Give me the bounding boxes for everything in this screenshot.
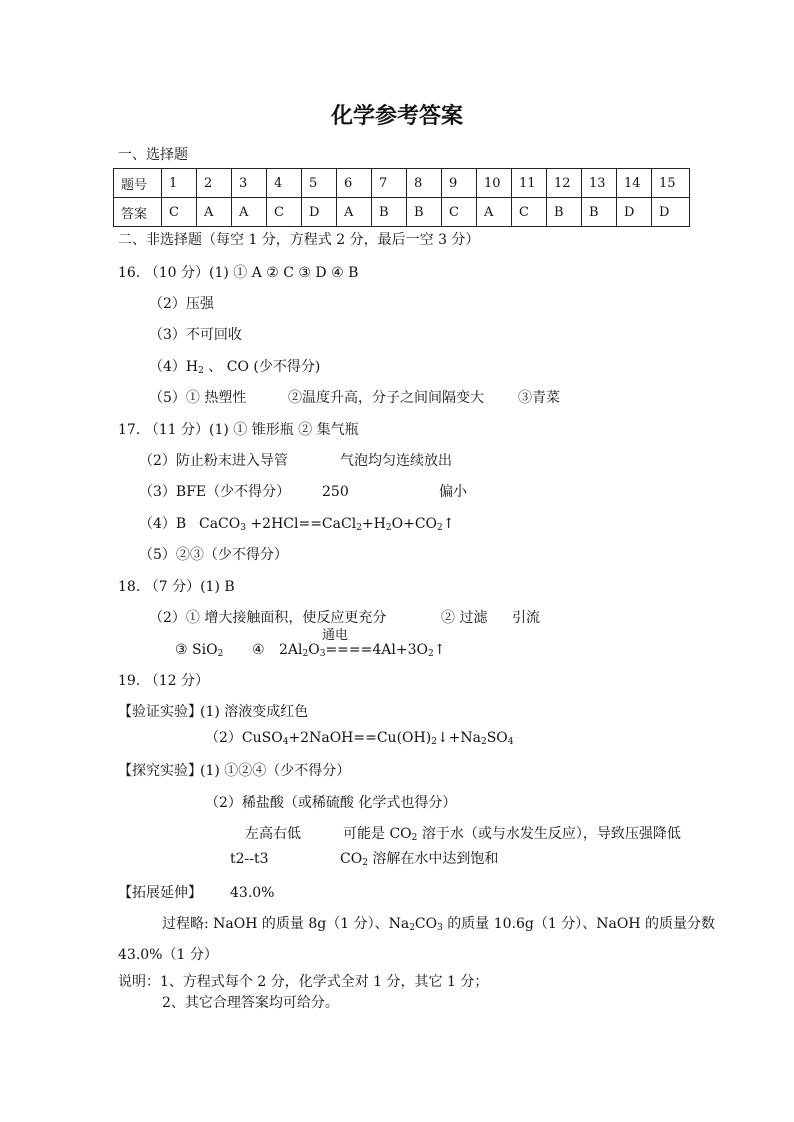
subscript: 2: [411, 833, 418, 843]
extension-label: 【拓展延伸】: [118, 885, 202, 901]
equation-text: ====4Al+3O: [325, 642, 428, 658]
subscript: 4: [282, 737, 289, 747]
section-nonchoice-heading: 二、非选择题（每空 1 分，方程式 2 分，最后一空 3 分）: [118, 232, 480, 248]
answer-cell: A: [197, 198, 232, 227]
explore-part1: (1) ①②④（少不得分）: [200, 763, 351, 779]
subscript: 4: [507, 737, 514, 747]
process-line-2: 43.0%（1 分）: [118, 947, 218, 963]
question-number-cell: 1: [162, 169, 197, 198]
question-number-cell: 13: [582, 169, 617, 198]
q17-heading: 17. （11 分）(1) ① 锥形瓶 ② 集气瓶: [118, 422, 359, 438]
equation-text: SO: [486, 730, 508, 746]
q17-part2a: （2）防止粉末进入导管: [139, 453, 288, 469]
q16-part4: [149, 358, 320, 376]
q16-part5a: （5）① 热塑性: [149, 390, 247, 406]
verify-part2: [205, 729, 514, 747]
question-number-cell: 3: [232, 169, 267, 198]
q18-part2b: ② 过滤: [441, 610, 488, 626]
answer-cell: A: [477, 198, 512, 227]
q19-heading: 19. （12 分）: [118, 673, 209, 689]
explore-text: 溶解在水中达到饱和: [367, 851, 499, 867]
q17-part4a: （4）B: [139, 516, 187, 532]
explore-text: 可能是 CO: [343, 826, 412, 842]
q16-part5c: ③青菜: [518, 390, 560, 406]
extension-value: 43.0%: [230, 885, 275, 901]
q18-part3b: ④: [252, 642, 265, 658]
explore-part4b: [340, 850, 498, 868]
subscript: 2: [431, 737, 437, 747]
question-number-cell: 5: [302, 169, 337, 198]
q16-part2: （2）压强: [149, 296, 214, 312]
subscript: 2: [385, 523, 392, 533]
equation-text: +H: [361, 516, 386, 532]
q17-part3a: （3）BFE（少不得分）: [139, 484, 291, 500]
question-number-cell: 15: [652, 169, 690, 198]
subscript: 2: [409, 923, 415, 933]
equation-text: +2NaOH==Cu(OH): [288, 730, 432, 746]
explore-part4a: t2--t3: [230, 851, 269, 867]
process-text: 过程略: NaOH 的质量 8g（1 分）、Na: [162, 916, 410, 932]
q18-part2c: 引流: [512, 610, 540, 626]
explore-text: CO: [340, 851, 363, 867]
answer-cell: A: [337, 198, 372, 227]
note-line-1: 说明：1、方程式每个 2 分，化学式全对 1 分，其它 1 分；: [118, 974, 489, 990]
equation-text: ↑: [433, 642, 446, 658]
answer-cell: C: [162, 198, 197, 227]
answer-cell: D: [652, 198, 690, 227]
question-number-cell: 11: [512, 169, 547, 198]
equation-text: ↑: [442, 516, 455, 532]
q16-part3: （3）不可回收: [149, 327, 242, 343]
q17-part5: （5）②③（少不得分）: [139, 547, 288, 563]
explore-label: 【探究实验】: [118, 763, 202, 779]
answer-cell: B: [547, 198, 582, 227]
subscript: 2: [437, 523, 443, 533]
q18-heading: 18. （7 分）(1) B: [118, 579, 235, 595]
answer-cell: B: [372, 198, 407, 227]
q16-heading: 16. （10 分）(1) ① A ② C ③ D ④ B: [118, 265, 359, 281]
answer-cell: A: [232, 198, 267, 227]
subscript: 2: [198, 366, 204, 376]
process-text: 的质量 10.6g（1 分）、NaOH 的质量分数: [442, 916, 715, 932]
verify-label: 【验证实验】: [118, 704, 202, 720]
answer-table: [113, 168, 690, 227]
question-number-cell: 8: [407, 169, 442, 198]
subscript: 2: [362, 858, 368, 868]
explore-text: 溶于水（或与水发生反应），导致压强降低: [417, 826, 681, 842]
explore-part3b: [343, 825, 681, 843]
equation-text: ↓+Na: [436, 730, 481, 746]
q16-part4-text: （4）H: [149, 359, 199, 375]
question-number-cell: 6: [337, 169, 372, 198]
subscript: 2: [356, 523, 362, 533]
table-header-cell: 答案: [114, 198, 162, 227]
question-number-cell: 4: [267, 169, 302, 198]
equation-text: +2HCl==CaCl: [245, 516, 357, 532]
note-line-2: 2、其它合理答案均可给分。: [162, 995, 339, 1011]
page-title: 化学参考答案: [330, 104, 463, 129]
equation-text: ③ SiO: [175, 642, 218, 658]
answer-cell: B: [582, 198, 617, 227]
subscript: 2: [428, 649, 434, 659]
table-header-cell: 题号: [114, 169, 162, 198]
answer-cell: C: [512, 198, 547, 227]
q17-part3c: 偏小: [439, 484, 467, 500]
answer-cell: B: [407, 198, 442, 227]
subscript: 3: [240, 523, 246, 533]
answer-cell: D: [617, 198, 652, 227]
q18-equation: [279, 641, 445, 659]
question-number-cell: 14: [617, 169, 652, 198]
answer-cell: C: [267, 198, 302, 227]
question-number-cell: 2: [197, 169, 232, 198]
process-line: [162, 915, 715, 933]
subscript: 2: [302, 649, 309, 659]
q17-part2b: 气泡均匀连续放出: [340, 453, 452, 469]
process-text: CO: [414, 916, 438, 932]
q16-part5b: ②温度升高，分子之间间隔变大: [288, 390, 484, 406]
q18-part3a: [175, 641, 223, 659]
answer-cell: D: [302, 198, 337, 227]
q17-equation: [199, 515, 454, 533]
equation-text: CaCO: [199, 516, 241, 532]
subscript: 3: [437, 923, 443, 933]
subscript: 2: [217, 649, 224, 659]
question-number-cell: 10: [477, 169, 512, 198]
subscript: 2: [480, 737, 487, 747]
equation-text: O: [308, 642, 320, 658]
verify-part1: (1) 溶液变成红色: [200, 704, 309, 720]
table-row: [114, 169, 690, 198]
explore-part2: （2）稀盐酸（或稀硫酸 化学式也得分）: [205, 795, 457, 811]
question-number-cell: 9: [442, 169, 477, 198]
answer-cell: C: [442, 198, 477, 227]
equation-text: 2Al: [279, 642, 303, 658]
subscript: 3: [319, 649, 326, 659]
explore-part3a: 左高右低: [245, 826, 301, 842]
q18-part2a: （2）① 增大接触面积，使反应更充分: [149, 610, 387, 626]
section-choice-heading: 一、选择题: [118, 147, 188, 163]
reaction-condition: 通电: [322, 628, 349, 643]
q16-part4-text: 、 CO (少不得分): [203, 359, 321, 375]
table-row: [114, 198, 690, 227]
equation-text: O+CO: [391, 516, 438, 532]
question-number-cell: 12: [547, 169, 582, 198]
question-number-cell: 7: [372, 169, 407, 198]
q17-part3b: 250: [322, 484, 349, 500]
equation-text: （2）CuSO: [205, 730, 283, 746]
